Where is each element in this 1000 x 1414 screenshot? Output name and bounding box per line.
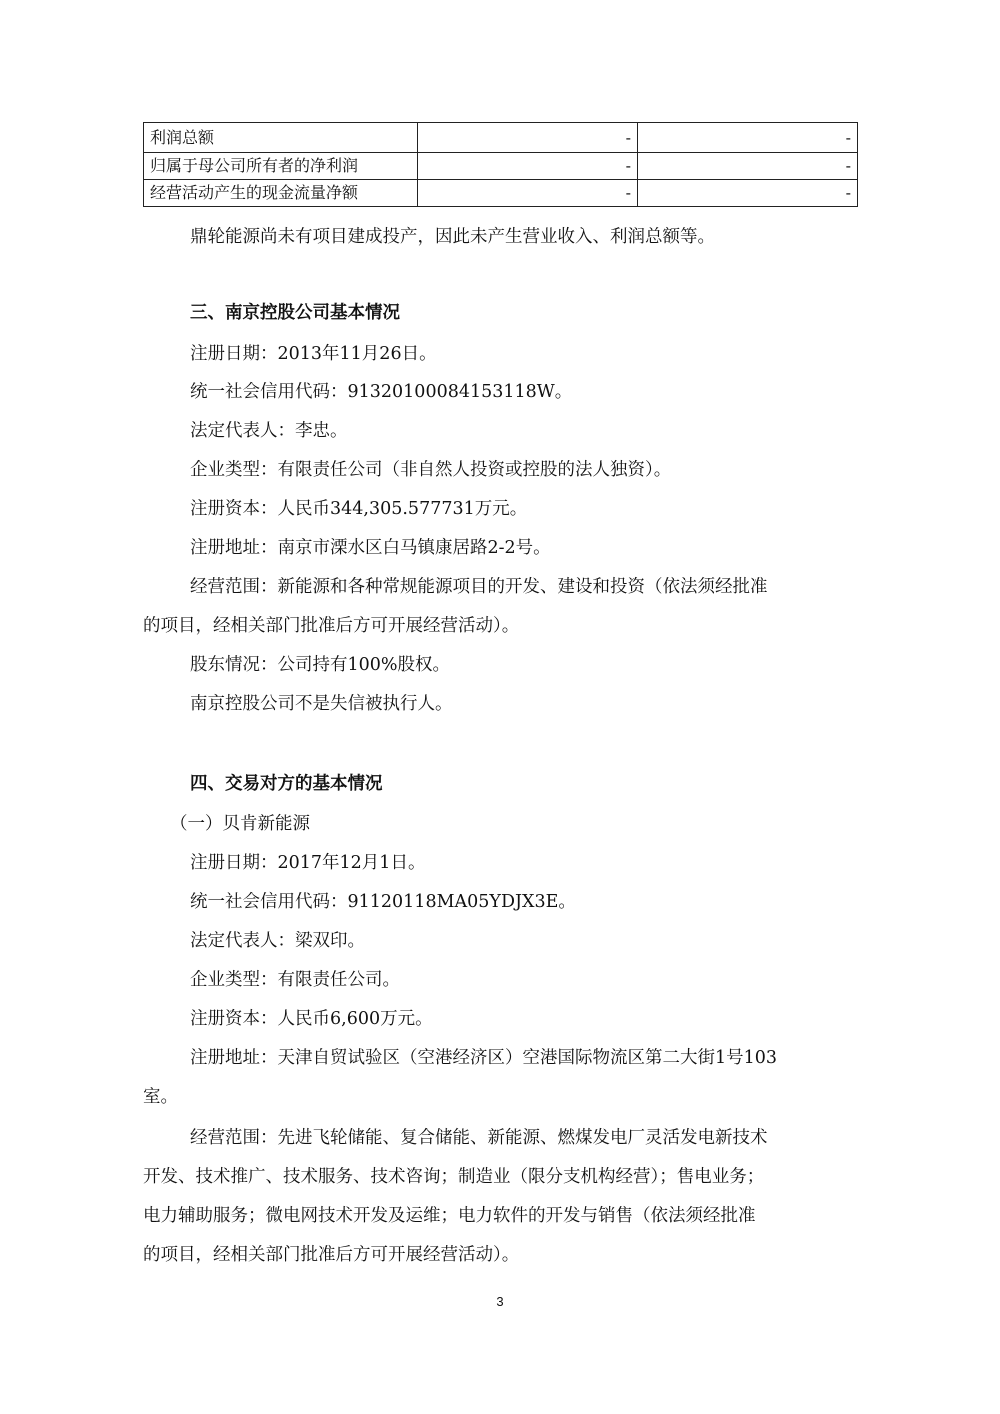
paragraph-line: 注册资本：人民币344,305.577731万元。 [190, 499, 528, 519]
table-row [144, 123, 858, 153]
paragraph-line: 注册日期：2017年12月1日。 [190, 853, 426, 873]
subsection-heading: （一）贝肯新能源 [170, 814, 310, 834]
table-note: 鼎轮能源尚未有项目建成投产，因此未产生营业收入、利润总额等。 [190, 227, 715, 247]
paragraph-line: 股东情况：公司持有100%股权。 [190, 655, 451, 675]
paragraph-line: 经营范围：新能源和各种常规能源项目的开发、建设和投资（依法须经批准 [190, 577, 768, 597]
paragraph-line: 室。 [143, 1087, 178, 1107]
paragraph-line: 法定代表人：梁双印。 [190, 931, 365, 951]
paragraph-line: 经营范围：先进飞轮储能、复合储能、新能源、燃煤发电厂灵活发电新技术 [190, 1128, 768, 1148]
paragraph-line: 的项目，经相关部门批准后方可开展经营活动）。 [143, 616, 520, 636]
row-value: - [418, 123, 638, 153]
paragraph-line: 的项目，经相关部门批准后方可开展经营活动）。 [143, 1245, 520, 1265]
paragraph-line: 统一社会信用代码：91320100084153118W。 [190, 382, 573, 402]
section-heading: 四、交易对方的基本情况 [190, 774, 383, 794]
row-label: 归属于母公司所有者的净利润 [144, 153, 418, 180]
row-value: - [418, 180, 638, 207]
paragraph-line: 电力辅助服务；微电网技术开发及运维；电力软件的开发与销售（依法须经批准 [143, 1206, 756, 1226]
row-value: - [638, 123, 858, 153]
paragraph-line: 开发、技术推广、技术服务、技术咨询；制造业（限分支机构经营）；售电业务； [143, 1167, 765, 1187]
paragraph-line: 企业类型：有限责任公司（非自然人投资或控股的法人独资）。 [190, 460, 672, 480]
row-value: - [418, 153, 638, 180]
paragraph-line: 注册地址：南京市溧水区白马镇康居路2-2号。 [190, 538, 551, 558]
paragraph-line: 南京控股公司不是失信被执行人。 [190, 694, 453, 714]
section-heading: 三、南京控股公司基本情况 [190, 303, 400, 323]
row-label: 经营活动产生的现金流量净额 [144, 180, 418, 207]
row-label: 利润总额 [144, 123, 418, 153]
paragraph-line: 注册地址：天津自贸试验区（空港经济区）空港国际物流区第二大街1号103 [190, 1048, 778, 1068]
paragraph-line: 法定代表人：李忠。 [190, 421, 348, 441]
table-row [144, 153, 858, 180]
paragraph-line: 统一社会信用代码：91120118MA05YDJX3E。 [190, 892, 576, 912]
paragraph-line: 企业类型：有限责任公司。 [190, 970, 400, 990]
row-value: - [638, 153, 858, 180]
page-number: 3 [496, 1294, 504, 1309]
financial-summary-table [143, 122, 858, 207]
paragraph-line: 注册日期：2013年11月26日。 [190, 344, 437, 364]
paragraph-line: 注册资本：人民币6,600万元。 [190, 1009, 433, 1029]
row-value: - [638, 180, 858, 207]
table-row [144, 180, 858, 207]
